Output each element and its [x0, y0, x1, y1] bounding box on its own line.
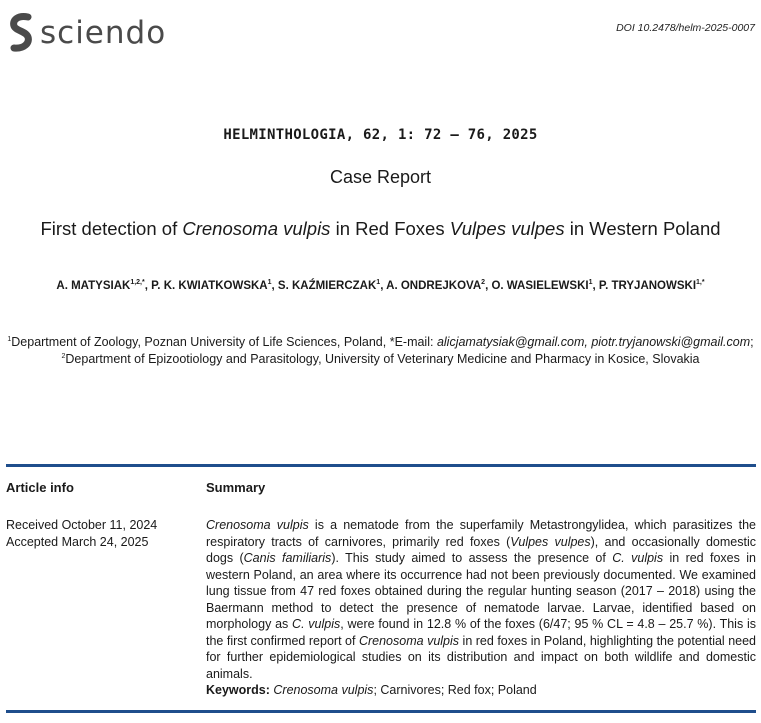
affiliations	[0, 334, 761, 368]
title-part: in Western Poland	[564, 218, 721, 239]
received-date: Received October 11, 2024	[6, 518, 158, 532]
email-links[interactable]: alicjamatysiak@gmail.com, piotr.tryjanowski@gmail.com	[436, 335, 751, 349]
logo-text: sciendo	[40, 15, 167, 51]
section-divider-bottom	[6, 710, 756, 713]
author: A. ONDREJKOVA	[386, 280, 482, 292]
article-dates	[6, 517, 157, 551]
keywords-label: Keywords:	[206, 683, 270, 697]
article-info-heading: Article info	[6, 480, 74, 495]
author: P. TRYJANOWSKI	[598, 280, 697, 292]
affiliation-1: $^1$Department of Zoology, Poznan University of Life Sciences, Poland, *E-mail: alicjamatysiak@gmail.com, piotr.tryjanowski@gmail.com;	[7, 335, 754, 349]
sciendo-s-logo-icon	[8, 13, 34, 53]
summary-text: Crenosoma vulpis is a nematode from the superfamily Metastrongylidea, which parasitizes the respiratory tracts of carnivores, primarily red foxes (Vulpes vulpes), and occasionally domestic dogs (Canis familiaris). This study aimed to assess the presence of C. vulpis in red foxes in western Poland, an area where its occurrence had not been previously documented. We examined lung tissue from 47 red foxes obtained during the regular hunting season (2017 – 2018) using the Baermann method to detect the presence of nematode larvae. Larvae, identified based on morphology as C. vulpis, were found in 12.8 % of the foxes (6/47; 95 % CL = 4.8 – 25.7 %). This is the first confirmed report of Crenosoma vulpis in red foxes in Poland, highlighting the potential need for further epidemiological studies on its distribution and impact on both wildlife and domestic animals. Keywords: Crenosoma vulpis; Carnivores; Red fox; Poland	[206, 518, 757, 697]
affiliation-2: $^2$Department of Epizootiology and Parasitology, University of Veterinary Medicine and Pharmacy in Kosice, Slovakia	[61, 352, 700, 366]
title-part: First detection of	[40, 218, 183, 239]
doi-label[interactable]: DOI 10.2478/helm-2025-0007	[616, 22, 755, 34]
section-divider-top	[6, 464, 756, 467]
title-species-1: Crenosoma vulpis	[182, 218, 331, 239]
title-species-2: Vulpes vulpes	[449, 218, 565, 239]
author: P. K. KWIATKOWSKA	[151, 280, 268, 292]
journal-citation: HELMINTHOLOGIA, 62, 1: 72 – 76, 2025	[223, 127, 538, 143]
author: O. WASIELEWSKI	[491, 280, 589, 292]
keywords: Keywords: Crenosoma vulpis; Carnivores; Red fox; Poland	[206, 683, 537, 697]
title-part: in Red Foxes	[330, 218, 450, 239]
author: A. MATYSIAK	[56, 280, 131, 292]
author-list: A. $MATYSIAK^{1,2,*}$, P. K. KWIATKOWSKA$^1$, S. KAŹMIERCZAK$^1$, A. ONDREJKOVA$^2$, O. WASIELEWSKI$^1$, P. $TRYJANOWSKI^{1,*}$	[56, 279, 705, 292]
article-type: Case Report	[329, 167, 432, 187]
author: S. KAŹMIERCZAK	[277, 280, 377, 292]
accepted-date: Accepted March 24, 2025	[6, 535, 149, 549]
summary-heading: Summary	[206, 480, 266, 495]
sciendo-logo[interactable]	[8, 12, 166, 54]
article-title	[0, 218, 761, 240]
